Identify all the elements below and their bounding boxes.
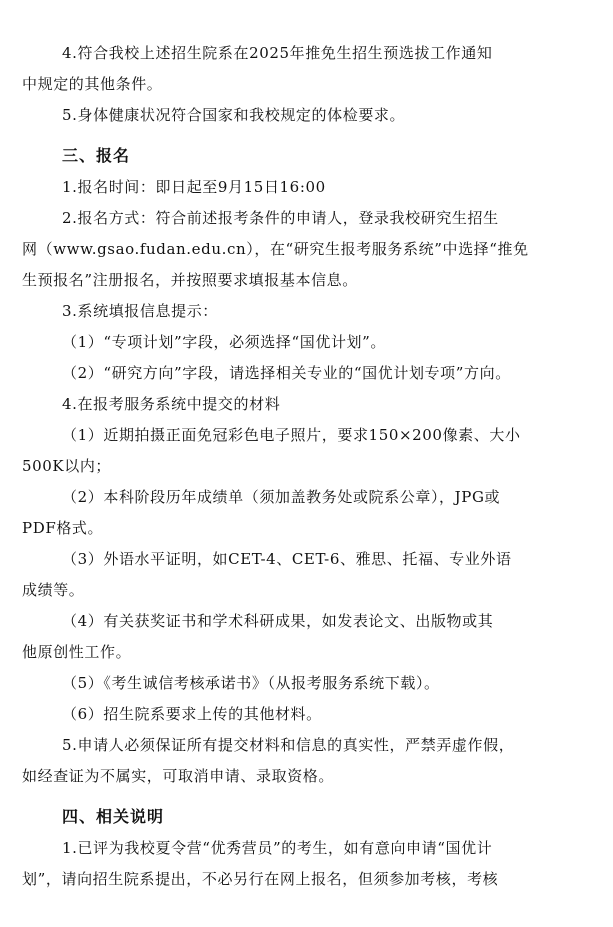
paragraph-line: （3）外语水平证明，如CET-4、CET-6、雅思、托福、专业外语: [62, 550, 512, 568]
paragraph-line: 划”，请向招生院系提出，不必另行在网上报名，但须参加考核，考核: [22, 870, 499, 888]
paragraph-line: PDF格式。: [22, 519, 104, 537]
paragraph-line: 成绩等。: [22, 581, 85, 599]
paragraph-line: 如经查证为不属实，可取消申请、录取资格。: [22, 767, 335, 785]
paragraph-line: （1）近期拍摄正面免冠彩色电子照片，要求150×200像素、大小: [62, 426, 521, 444]
section-heading: 三、报名: [62, 146, 131, 165]
paragraph-line: 500K以内；: [22, 457, 112, 475]
paragraph-line: 1.报名时间：即日起至9月15日16:00: [62, 178, 326, 196]
paragraph-line: （2）本科阶段历年成绩单（须加盖教务处或院系公章），JPG或: [62, 488, 501, 506]
paragraph-line: （6）招生院系要求上传的其他材料。: [62, 705, 322, 723]
paragraph-line: （5）《考生诚信考核承诺书》（从报考服务系统下载）。: [62, 674, 440, 692]
section-heading: 四、相关说明: [62, 807, 165, 826]
paragraph-line: 2.报名方式：符合前述报考条件的申请人，登录我校研究生招生: [62, 209, 499, 227]
paragraph-line: 4.在报考服务系统中提交的材料: [62, 395, 281, 413]
paragraph-line: 中规定的其他条件。: [22, 75, 163, 93]
paragraph-line: 3.系统填报信息提示：: [62, 302, 218, 320]
paragraph-line: 1.已评为我校夏令营“优秀营员”的考生，如有意向申请“国优计: [62, 839, 493, 857]
paragraph-line: 生预报名”注册报名，并按照要求填报基本信息。: [22, 271, 358, 289]
paragraph-line: 5.身体健康状况符合国家和我校规定的体检要求。: [62, 106, 406, 124]
paragraph-line: 他原创性工作。: [22, 643, 132, 661]
paragraph-line: （2）“研究方向”字段，请选择相关专业的“国优计划专项”方向。: [62, 364, 511, 382]
paragraph-line: 4.符合我校上述招生院系在2025年推免生招生预选拔工作通知: [62, 44, 493, 62]
paragraph-line: （1）“专项计划”字段，必须选择“国优计划”。: [62, 333, 387, 351]
paragraph-line: 网（www.gsao.fudan.edu.cn），在“研究生报考服务系统”中选择“推免: [22, 240, 529, 258]
paragraph-line: （4）有关获奖证书和学术科研成果，如发表论文、出版物或其: [62, 612, 494, 630]
paragraph-line: 5.申请人必须保证所有提交材料和信息的真实性，严禁弄虚作假，: [62, 736, 515, 754]
